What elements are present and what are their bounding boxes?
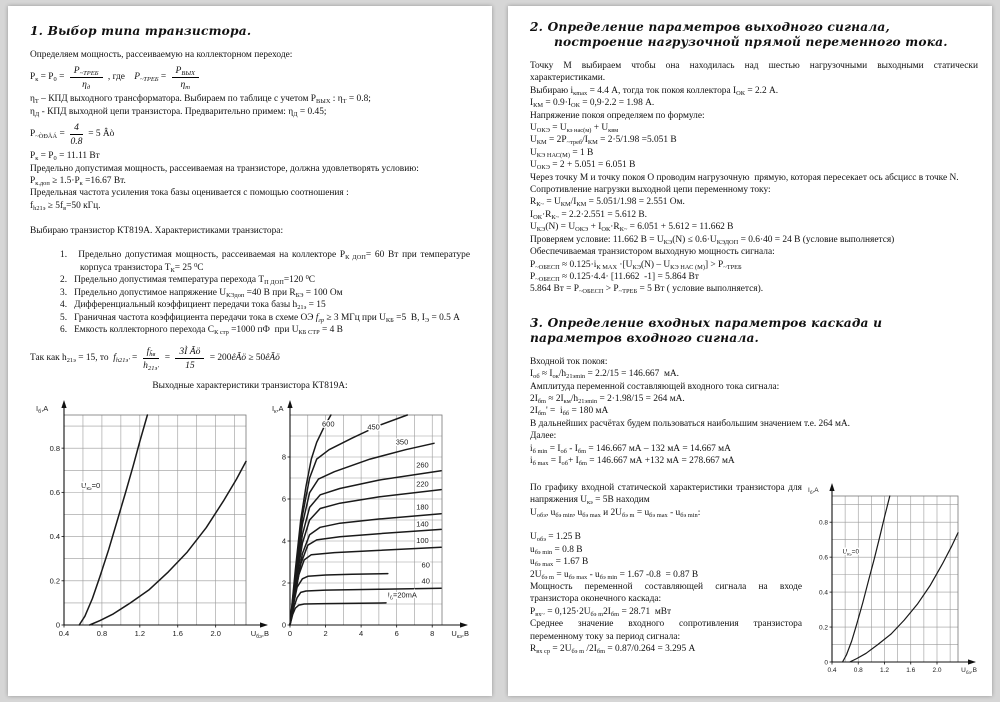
text-line: $U_{КЭ НАС(М)} = 1$ В: [530, 147, 594, 159]
charts-row: [30, 399, 470, 649]
text-line: $P_{к.доп} \ge 1.5\cdot P_к =16.67$ Вт.: [30, 176, 126, 187]
text-line: $R_{вх ср} = 2U_{бэ m}$ $/2I_{бm} = 0.87/0.264 = 3.295$ А: [530, 644, 696, 655]
text-line: $P_{вх\sim} = 0,125\cdot 2U_{бэ m}2I_{бm} = 28.71$ мВт: [530, 606, 672, 618]
svg-text:4: 4: [281, 536, 286, 546]
kpd-notes: [30, 93, 470, 118]
svg-text:0: 0: [55, 620, 60, 630]
svg-text:0.4: 0.4: [818, 589, 828, 597]
fraction: [172, 65, 200, 90]
formula-text: =: [162, 353, 173, 364]
text-line: Выбираю транзистор КТ819А. Характеристиками транзистора:: [30, 225, 284, 236]
text-line: Через точку М и точку покоя О проводим нагрузочную прямую, которая пересекает ось абсцисс в точке N.: [530, 172, 959, 183]
svg-text:140: 140: [416, 519, 429, 529]
text-line: В дальнейших расчётах будем пользоваться наибольшим значением т.е. 264 мА.: [530, 418, 851, 429]
fraction-denominator: 0.8: [70, 135, 83, 147]
text-line: 4. Дифференциальный коэффициент передачи тока базы $h_{21э} = 15$: [60, 300, 326, 311]
text-line: $U_{обэ}$, $u_{бэ min}$, $u_{бэ max}$ и $2U_{бэ m} = u_{бэ max} - u_{бэ min}$:: [530, 507, 701, 519]
text-line: $U_{ОКЭ} = U_{кэ нас(м)} + U_{квм}$: [530, 123, 619, 134]
svg-text:0: 0: [281, 620, 286, 630]
svg-text:2: 2: [323, 628, 328, 638]
formula-text: , где $P_{\sim ТРЕБ}$ =: [105, 72, 169, 84]
svg-text:0: 0: [824, 659, 828, 667]
text-line: 2. Предельно допустимая температура перехода $Т_{П ДОП}=120$ $^0$С: [60, 274, 316, 287]
text-line: Выбираю $i_{кmax} = 4.4$ А, тогда ток покоя коллектора $I_{ОК} = 2.2$ А.: [530, 85, 779, 97]
fraction-denominator: $\eta_т$: [180, 78, 191, 91]
svg-text:40: 40: [421, 576, 430, 586]
text-line: Среднее значение входного сопротивления транзистора переменному току за период сигнала:: [530, 619, 802, 642]
section-1-heading: 1. Выбор типа транзистора.: [30, 24, 252, 38]
section-1-intro: Определяем мощность, рассеиваемую на коллекторном переходе:: [30, 50, 293, 60]
formula-text: $P_{\sim ÒÐÅÁ}$ =: [30, 129, 68, 140]
text-line: $I_{КМ} = 0.9\cdot I_{ОК} = 0,9\cdot 2.2 = 1.98$ А.: [530, 98, 655, 110]
section-2-heading: 2. Определение параметров выходного сигнала, построение нагрузочной прямой переменного тока.: [530, 20, 948, 49]
section-2-text: [530, 60, 978, 296]
svg-text:0.6: 0.6: [49, 487, 60, 497]
text-line: 6. Емкость коллекторного перехода $С_{К стр} =1000$ пФ при $U_{КБ СТР} = 4$ В: [60, 324, 343, 336]
fraction: [175, 346, 204, 371]
text-line: 3. Предельно допустимое напряжение $U_{КЭдоп} =40$ В при $R_{БЭ} = 100$ Ом: [60, 287, 343, 299]
text-line: Амплитуда переменной составляющей входного тока сигнала:: [530, 381, 780, 392]
svg-text:1.2: 1.2: [134, 628, 146, 638]
svg-text:0.2: 0.2: [818, 624, 828, 632]
svg-text:180: 180: [416, 502, 429, 512]
svg-text:0: 0: [287, 628, 293, 638]
fraction-numerator: 3Ì Ãö: [175, 346, 204, 359]
svg-text:Iб=20mA: $I_б=20mA$: [387, 590, 417, 602]
text-line: $U_{КМ} = 2P_{\sim треб}/I_{КМ} = 2\cdot 5/1.98 =5.051$ В: [530, 135, 677, 147]
svg-text:Iб,A: $I_б,A$: [808, 486, 819, 495]
fraction: [70, 122, 83, 147]
text-line: [530, 467, 978, 479]
section-3-heading: 3. Определение входных параметров каскада и параметров входного сигнала.: [530, 315, 883, 345]
svg-text:0.2: 0.2: [49, 576, 60, 586]
svg-text:Uкэ=0: $U_{кэ}=0$: [842, 548, 860, 557]
svg-text:0.4: 0.4: [49, 531, 60, 541]
formula-text: = 200êÃö ≥ 50êÃö: [207, 353, 280, 364]
text-line: $i_{б min} = I_{об} - I_{бm} = 146.667$ мА – 132 мА = 14.667 мА: [530, 443, 731, 455]
svg-text:Uкэ=0: $U_{кэ}=0$: [81, 480, 101, 492]
svg-text:Uбэ,В: $U_{бэ},В$: [250, 628, 269, 640]
text-line: [30, 212, 470, 224]
text-line: Далее:: [530, 431, 557, 442]
section-3-left-column: [530, 482, 802, 684]
svg-text:6: 6: [281, 494, 286, 504]
section-3-columns: [530, 482, 978, 684]
fraction-numerator: 4: [70, 122, 83, 135]
page-1: [8, 6, 492, 696]
text-line: $U_{КЭ}(N) = U_{ОКЭ} + I_{ОК}\cdot R_{К\sim} = 6.051 + 5.612 = 11.662$ В: [530, 222, 734, 234]
svg-text:1.6: 1.6: [906, 666, 916, 674]
input-characteristic-chart-small: [806, 482, 978, 684]
svg-text:100: 100: [416, 535, 429, 545]
formula-collector-power: [30, 64, 470, 90]
svg-text:Uбэ,В: $U_{бэ},В$: [961, 666, 977, 675]
fraction-denominator: 15: [185, 359, 195, 371]
text-line: 1. Предельно допустимая мощность, рассеиваемая на коллекторе $P_{К ДОП}= 60$ Вт при температуре корпуса транзистора $Т_К= 25$ $^0$С: [60, 250, 471, 274]
svg-text:2.0: 2.0: [210, 628, 221, 638]
text-line: $2U_{бэ m} = u_{бэ max} - u_{бэ min} = 1.67$ -0.8 = 0.87 В: [530, 569, 699, 581]
fraction: [70, 65, 103, 90]
text-line: Обеспечиваемая транзистором выходную мощность сигнала:: [530, 247, 775, 258]
charts-caption: Выходные характеристики транзистора КТ819А:: [152, 381, 348, 392]
svg-text:260: 260: [416, 460, 429, 470]
text-line: $f_{h21э} \ge 5f_в=50$ кГц.: [30, 200, 101, 212]
svg-text:0.6: 0.6: [818, 554, 828, 562]
svg-text:2: 2: [281, 578, 286, 588]
text-line: $P_{\sim ОБЕСП} \approx 0.125\cdot i_{К МАХ} \cdot[U_{КЭ}(N) - U_{КЭ НАС (М)}] > P_{\sim ТРЕБ}$: [530, 259, 742, 271]
svg-text:2.0: 2.0: [932, 666, 942, 674]
svg-text:4: 4: [359, 628, 364, 638]
fraction-numerator: $f_{h̃в}$: [143, 346, 160, 359]
input-characteristic-chart: [30, 399, 270, 649]
svg-text:0.4: 0.4: [827, 666, 837, 674]
formula-ptreb: [30, 121, 470, 147]
page-2: [508, 6, 992, 696]
text-line: $2I_{бm}' = i_{бб} = 180$ мА: [530, 406, 609, 418]
svg-text:1.2: 1.2: [879, 666, 890, 674]
text-line: Предельно допустимая мощность, рассеиваемая на транзисторе, должна удовлетворять условию:: [30, 163, 419, 174]
svg-text:600: 600: [322, 419, 335, 429]
text-line: $I_{об} \approx I_{ок}/h_{21эmin} = 2.2/15 = 146.667$ мА.: [530, 369, 680, 381]
svg-text:0.8: 0.8: [49, 443, 60, 453]
text-line: Входной ток покоя:: [530, 356, 608, 367]
svg-text:0.4: 0.4: [58, 628, 70, 638]
text-line: $P_{\sim ОБЕСП} \approx 0.125\cdot 4.4\cdot [11.662$ -1] = 5.864 Вт: [530, 271, 699, 283]
svg-text:220: 220: [416, 479, 429, 489]
text-line: $\eta_Д$ - КПД выходной цепи транзистора. Предварительно примем: $\eta_Д = 0.45$;: [30, 106, 327, 118]
formula-fh21: [30, 345, 470, 371]
svg-text:60: 60: [421, 559, 430, 569]
svg-text:0.8: 0.8: [818, 519, 828, 527]
text-line: Проверяем условие: 11.662 $В = U_{КЭ}(N) \le 0.6\cdot U_{КЭДОП} = 0.6\cdot 40 = 24$ В (условие выполняется): [530, 234, 895, 246]
svg-text:0.8: 0.8: [96, 628, 108, 638]
text-line: $P_к = P_0 = 11.11$ Вт: [30, 151, 100, 163]
output-characteristic-chart: [270, 399, 470, 649]
fraction: [143, 346, 160, 371]
text-line: $U_{ОКЭ} = 2 + 5.051 = 6.051$ В: [530, 160, 636, 172]
fraction-numerator: $P_{\sim ТРЕБ}$: [70, 65, 103, 78]
text-line: $u_{бэ min} = 0.8$ В: [530, 544, 583, 556]
svg-text:350: 350: [395, 437, 409, 447]
text-line: 5. Граничная частота коэффициента передачи тока в схеме ОЭ $f_{гр} \ge 3$ МГц при $U_{КБ} =5$ В, $I_Э = 0.5$ А: [60, 312, 460, 324]
text-line: $i_{б max} = I_{об}+ I_{бm} = 146.667$ мА +132 мА = 278.667 мА: [530, 455, 735, 467]
text-line: 5.864 Вт = $P_{\sim ОБЕСП} > P_{\sim ТРЕБ} = 5$ Вт ( условие выполняется).: [530, 284, 764, 296]
text-line: $R_{К\sim} = U_{КМ}/I_{КМ} = 5.051/1.98 = 2.551$ Ом.: [530, 197, 685, 209]
formula-text: Так как $h_{21э} = 15$, то $f_{h21э'}$ =: [30, 353, 140, 365]
fraction-denominator: $\eta_д$: [82, 78, 91, 91]
text-line: По графику входной статической характеристики транзистора для напряжения $U_{кэ} = 5В$ находим: [530, 482, 802, 507]
formula-text: = 5 Âò: [85, 129, 115, 140]
text-line: $I_{ОК}\cdot R_{К\sim} = 2.2\cdot 2.551 = 5.612$ В.: [530, 209, 647, 221]
text-line: $U_{обэ} = 1.25$ В: [530, 532, 581, 544]
text-line: [530, 519, 802, 531]
svg-text:1.6: 1.6: [172, 628, 183, 638]
svg-text:450: 450: [367, 422, 380, 432]
text-line: Точку М выбираем чтобы она находилась над шестью нагрузочными выходными статически характеристиками.: [530, 61, 978, 84]
text-line: Предельная частота усиления тока базы оценивается с помощью соотношения :: [30, 188, 349, 199]
svg-text:Iк,A: $I_к,A$: [272, 403, 284, 415]
svg-text:8: 8: [430, 628, 435, 638]
text-line: Мощность переменной составляющей сигнала на входе транзистора оконечного каскада:: [530, 582, 802, 605]
text-line: [30, 237, 470, 249]
text-line: Сопротивление нагрузки выходной цепи переменному току:: [530, 185, 771, 196]
text-line: Напряжение покоя определяем по формуле:: [530, 110, 705, 121]
formula-text: $P_к = P_0$ =: [30, 72, 67, 84]
fraction-numerator: $P_{ВЫХ}$: [172, 65, 200, 78]
svg-text:0.8: 0.8: [853, 666, 863, 674]
text-line: $2I_{бm} \approx 2I_{км}/h_{21эmin} = 2\cdot 1.98/15 = 264$ мА.: [530, 393, 685, 405]
fraction-denominator: $h_{21э'}$: [143, 359, 159, 372]
text-line: $u_{бэ max} = 1.67$ В: [530, 557, 589, 569]
svg-text:Uкэ,В: $U_{кэ},В$: [451, 628, 469, 640]
section-3-text: [530, 356, 978, 480]
power-conditions-text: [30, 150, 470, 249]
svg-text:8: 8: [281, 452, 286, 462]
svg-text:Iб,A: $I_б,A$: [36, 403, 49, 415]
svg-text:6: 6: [394, 628, 399, 638]
transistor-characteristics-list: [30, 249, 470, 336]
text-line: $\eta_Т$ – КПД выходного трансформатора. Выбираем по таблице с учетом $P_{ВЫХ}$ : $\eta_Т = 0.8$;: [30, 94, 371, 106]
